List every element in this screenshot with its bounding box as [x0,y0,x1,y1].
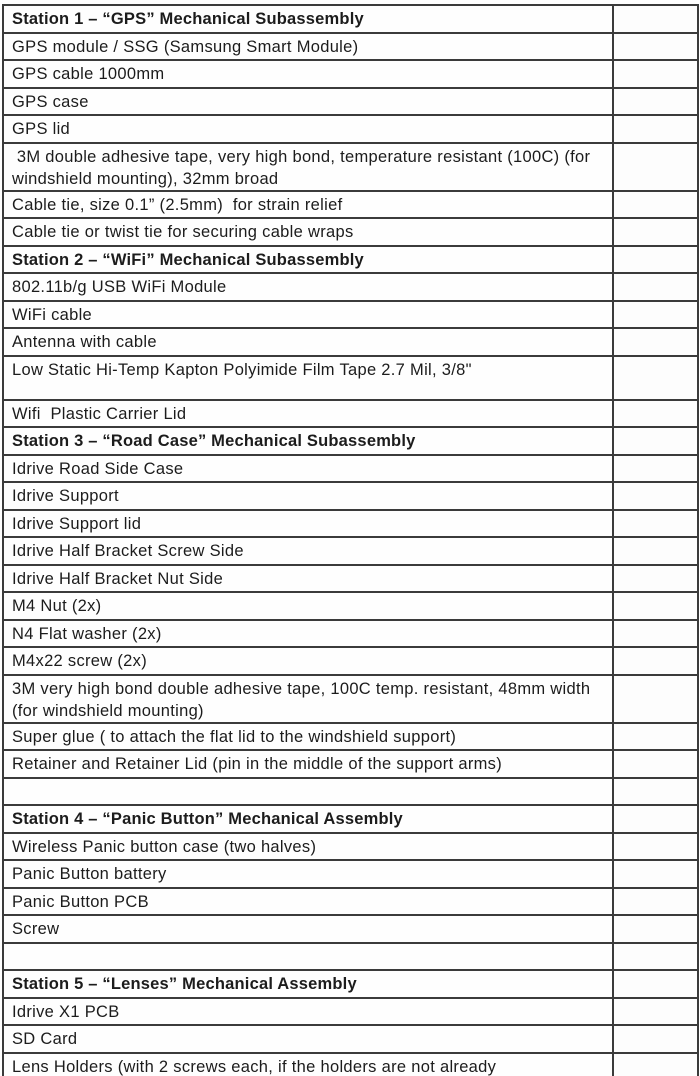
part-description-cell: WiFi cable [4,302,612,328]
table-row [4,1026,697,1054]
part-description-cell: 3M double adhesive tape, very high bond, temperature resistant (100C) (for windshield mounting), 32mm broad [4,144,612,190]
part-description-cell: Cable tie or twist tie for securing cable wraps [4,219,612,245]
part-description-cell: 802.11b/g USB WiFi Module [4,274,612,300]
check-cell [612,302,697,328]
part-description-cell: Low Static Hi-Temp Kapton Polyimide Film Tape 2.7 Mil, 3/8" [4,357,612,399]
table-row [4,676,697,724]
spacer-row [4,944,697,972]
check-cell [612,61,697,87]
part-description-cell: Retainer and Retainer Lid (pin in the middle of the support arms) [4,751,612,777]
check-cell [612,751,697,777]
section-header-row [4,247,697,275]
table-row [4,861,697,889]
check-cell [612,456,697,482]
table-row [4,61,697,89]
part-description-cell: Station 5 – “Lenses” Mechanical Assembly [4,971,612,997]
table-row [4,401,697,429]
part-description-cell: Station 4 – “Panic Button” Mechanical Assembly [4,806,612,832]
parts-checklist-table [2,4,699,1076]
table-row [4,329,697,357]
check-cell [612,219,697,245]
table-row [4,456,697,484]
part-description-cell: M4x22 screw (2x) [4,648,612,674]
table-row [4,751,697,779]
section-header-row [4,6,697,34]
check-cell [612,511,697,537]
check-cell [612,779,697,805]
check-cell [612,971,697,997]
check-cell [612,329,697,355]
table-row [4,302,697,330]
part-description-cell: GPS case [4,89,612,115]
table-row [4,34,697,62]
check-cell [612,1054,697,1076]
table-row [4,116,697,144]
check-cell [612,428,697,454]
check-cell [612,593,697,619]
part-description-cell: Lens Holders (with 2 screws each, if the holders are not already [4,1054,612,1076]
check-cell [612,144,697,190]
part-description-cell: M4 Nut (2x) [4,593,612,619]
section-header-row [4,428,697,456]
check-cell [612,1026,697,1052]
part-description-cell: Idrive Road Side Case [4,456,612,482]
part-description-cell: Antenna with cable [4,329,612,355]
check-cell [612,483,697,509]
table-row [4,219,697,247]
check-cell [612,538,697,564]
part-description-cell [4,779,612,805]
check-cell [612,89,697,115]
table-row [4,724,697,752]
table-row [4,834,697,862]
part-description-cell: Cable tie, size 0.1” (2.5mm) for strain relief [4,192,612,218]
part-description-cell: Station 1 – “GPS” Mechanical Subassembly [4,6,612,32]
part-description-cell: GPS cable 1000mm [4,61,612,87]
check-cell [612,676,697,722]
check-cell [612,621,697,647]
check-cell [612,34,697,60]
part-description-cell: Panic Button battery [4,861,612,887]
check-cell [612,724,697,750]
spacer-row [4,779,697,807]
section-header-row [4,971,697,999]
check-cell [612,889,697,915]
table-row [4,566,697,594]
check-cell [612,357,697,399]
part-description-cell: Panic Button PCB [4,889,612,915]
check-cell [612,566,697,592]
part-description-cell: N4 Flat washer (2x) [4,621,612,647]
check-cell [612,247,697,273]
table-row [4,621,697,649]
part-description-cell: Screw [4,916,612,942]
check-cell [612,861,697,887]
part-description-cell: Idrive Support [4,483,612,509]
part-description-cell: Super glue ( to attach the flat lid to the windshield support) [4,724,612,750]
table-row [4,889,697,917]
part-description-cell [4,944,612,970]
part-description-cell: Idrive Support lid [4,511,612,537]
part-description-cell: Station 3 – “Road Case” Mechanical Subassembly [4,428,612,454]
part-description-cell: GPS module / SSG (Samsung Smart Module) [4,34,612,60]
check-cell [612,401,697,427]
part-description-cell: GPS lid [4,116,612,142]
part-description-cell: Idrive Half Bracket Screw Side [4,538,612,564]
part-description-cell: Wireless Panic button case (two halves) [4,834,612,860]
table-row [4,511,697,539]
check-cell [612,944,697,970]
check-cell [612,999,697,1025]
check-cell [612,192,697,218]
table-row [4,357,697,401]
check-cell [612,116,697,142]
table-row [4,916,697,944]
part-description-cell: Station 2 – “WiFi” Mechanical Subassembly [4,247,612,273]
part-description-cell: Idrive Half Bracket Nut Side [4,566,612,592]
check-cell [612,274,697,300]
table-row [4,144,697,192]
part-description-cell: Idrive X1 PCB [4,999,612,1025]
section-header-row [4,806,697,834]
part-description-cell: SD Card [4,1026,612,1052]
check-cell [612,648,697,674]
table-row [4,483,697,511]
table-row [4,593,697,621]
check-cell [612,916,697,942]
check-cell [612,6,697,32]
check-cell [612,806,697,832]
table-row [4,538,697,566]
table-row [4,648,697,676]
table-row [4,192,697,220]
table-row [4,1054,697,1076]
part-description-cell: 3M very high bond double adhesive tape, 100C temp. resistant, 48mm width (for windshield mounting) [4,676,612,722]
table-row [4,274,697,302]
check-cell [612,834,697,860]
part-description-cell: Wifi Plastic Carrier Lid [4,401,612,427]
table-row [4,999,697,1027]
table-row [4,89,697,117]
